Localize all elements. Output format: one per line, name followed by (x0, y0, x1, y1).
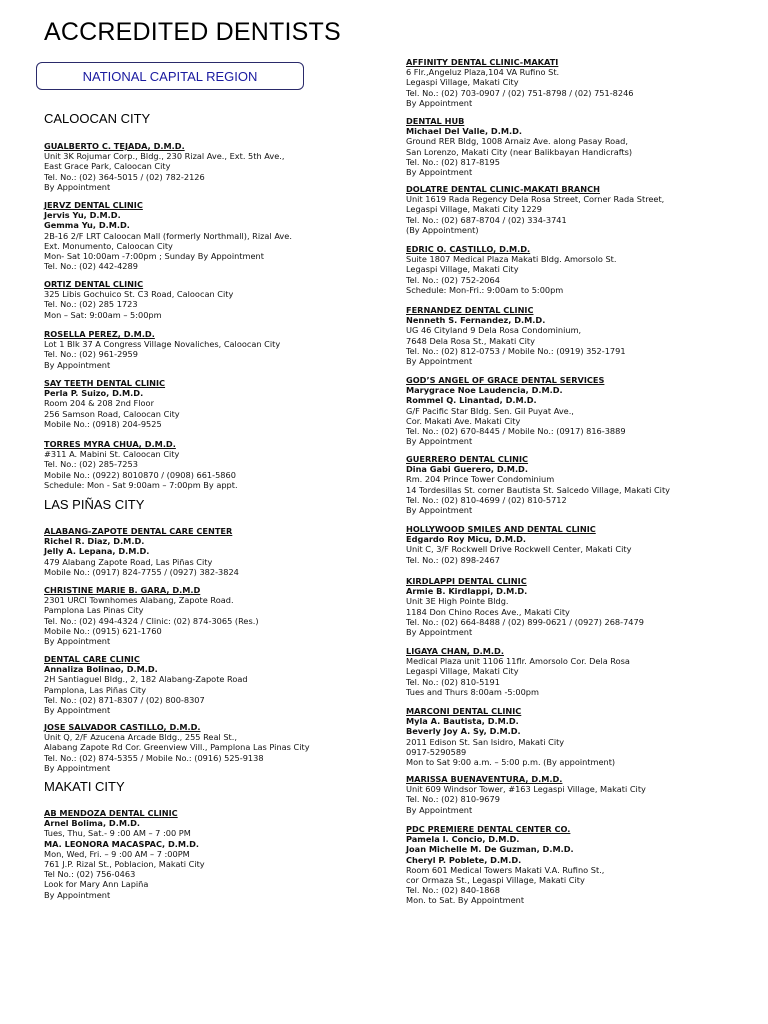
entry-name: FERNANDEZ DENTAL CLINIC (406, 305, 534, 315)
entry-alabang-zapote (44, 526, 374, 577)
entry-doctor: Jervis Yu, D.M.D. (44, 210, 121, 221)
entry-detail: By Appointment (406, 436, 473, 447)
entry-detail: Mobile No.: (0922) 8010870 / (0908) 661-5860 (44, 469, 236, 480)
entry-name: KIRDLAPPI DENTAL CLINIC (406, 576, 527, 586)
entry-detail: Mon – Sat: 9:00am – 5:00pm (44, 309, 162, 320)
entry-doctor: Rommel Q. Linantad, D.M.D. (406, 395, 537, 406)
entry-doctor: Dina Gabi Guerero, D.M.D. (406, 464, 528, 475)
entry-dental-care (44, 654, 374, 715)
entry-say-teeth (44, 378, 374, 429)
entry-detail: By Appointment (406, 804, 473, 815)
entry-marconi (406, 706, 756, 767)
entry-detail: Unit Q, 2/F Azucena Arcade Bldg., 255 Real St., (44, 732, 237, 743)
entry-doctor: Edgardo Roy Micu, D.M.D. (406, 534, 526, 545)
entry-detail: Alabang Zapote Rd Cor. Greenview Vill., Pamplona Las Pinas City (44, 742, 310, 753)
entry-detail: By Appointment (44, 762, 111, 773)
entry-detail: Tel. No.: (02) 752-2064 (406, 274, 500, 285)
entry-detail: 479 Alabang Zapote Road, Las Piñas City (44, 556, 213, 567)
entry-detail: Tues and Thurs 8:00am -5:00pm (406, 686, 539, 697)
entry-name: ROSELLA PEREZ, D.M.D. (44, 329, 155, 339)
entry-detail: By Appointment (406, 505, 473, 516)
entry-detail: Mon, Wed, Fri. – 9 :00 AM – 7 :00PM (44, 848, 190, 859)
entry-name: JERVZ DENTAL CLINIC (44, 200, 143, 210)
entry-pdc-premiere (406, 824, 756, 906)
entry-dental-hub (406, 116, 756, 177)
entry-doctor: Nenneth S. Fernandez, D.M.D. (406, 315, 546, 326)
entry-detail: 6 Flr.,Angeluz Plaza,104 VA Rufino St. (406, 67, 560, 78)
entry-doctor: Beverly Joy A. Sy, D.M.D. (406, 726, 521, 737)
entry-detail: Ground RER Bldg, 1008 Arnaiz Ave. along Pasay Road, (406, 136, 628, 147)
entry-doctor: Pamela I. Concio, D.M.D. (406, 834, 520, 845)
entry-detail: Tel. No.: (02) 442-4289 (44, 261, 138, 272)
entry-detail: Room 601 Medical Towers Makati V.A. Rufino St., (406, 864, 605, 875)
city-heading-las-pinas: LAS PIÑAS CITY (44, 497, 145, 512)
entry-detail: 2011 Edison St. San Isidro, Makati City (406, 736, 565, 747)
entry-ab-mendoza (44, 808, 374, 900)
entry-detail: Mon to Sat 9:00 a.m. – 5:00 p.m. (By appointment) (406, 757, 616, 768)
entry-name: AB MENDOZA DENTAL CLINIC (44, 808, 178, 818)
entry-detail: (By Appointment) (406, 224, 479, 235)
entry-doctor: Cheryl P. Poblete, D.M.D. (406, 854, 522, 865)
entry-detail: Tel. No.: (02) 961-2959 (44, 349, 138, 360)
entry-detail: Tel. No.: (02) 810-5191 (406, 676, 500, 687)
entry-doctor: Richel R. Diaz, D.M.D. (44, 536, 145, 547)
entry-detail: By Appointment (406, 356, 473, 367)
entry-doctor: Perla P. Suizo, D.M.D. (44, 388, 144, 399)
entry-detail: Tel. No.: (02) 494-4324 / Clinic: (02) 874-3065 (Res.) (44, 615, 259, 626)
entry-detail: Legaspi Village, Makati City 1229 (406, 204, 542, 215)
entry-kirdlappi (406, 576, 756, 637)
entry-ligaya-chan (406, 646, 756, 697)
entry-detail: Look for Mary Ann Lapiña (44, 879, 149, 890)
entry-detail: By Appointment (406, 97, 473, 108)
entry-name: TORRES MYRA CHUA, D.M.D. (44, 439, 176, 449)
entry-detail: Mobile No.: (0917) 824-7755 / (0927) 382-3824 (44, 566, 239, 577)
entry-detail: By Appointment (44, 636, 111, 647)
entry-detail: Tues, Thu, Sat.- 9 :00 AM – 7 :00 PM (44, 828, 191, 839)
entry-detail: Pamplona Las Pinas City (44, 605, 144, 616)
entry-name: GOD’S ANGEL OF GRACE DENTAL SERVICES (406, 375, 605, 385)
entry-detail: Unit C, 3/F Rockwell Drive Rockwell Center, Makati City (406, 544, 632, 555)
entry-detail: G/F Pacific Star Bldg. Sen. Gil Puyat Ave., (406, 405, 574, 416)
entry-detail: 14 Tordesillas St. corner Bautista St. Salcedo Village, Makati City (406, 484, 670, 495)
page-title: ACCREDITED DENTISTS (44, 18, 341, 46)
entry-detail: Tel. No.: (02) 840-1868 (406, 885, 500, 896)
entry-detail: By Appointment (44, 181, 111, 192)
entry-doctor: Myla A. Bautista, D.M.D. (406, 716, 519, 727)
entry-name: LIGAYA CHAN, D.M.D. (406, 646, 504, 656)
entry-detail: 2301 URCI Townhomes Alabang, Zapote Road. (44, 595, 234, 606)
entry-detail: East Grace Park, Caloocan City (44, 161, 171, 172)
entry-castillo-jose (44, 722, 374, 773)
entry-name: DENTAL HUB (406, 116, 465, 126)
entry-detail: Lot 1 Blk 37 A Congress Village Novaliches, Caloocan City (44, 339, 281, 350)
entry-doctor: Armie B. Kirdlappi, D.M.D. (406, 586, 528, 597)
entry-detail: Medical Plaza unit 1106 11flr. Amorsolo Cor. Dela Rosa (406, 656, 630, 667)
entry-name: HOLLYWOOD SMILES AND DENTAL CLINIC (406, 524, 596, 534)
entry-name: MARCONI DENTAL CLINIC (406, 706, 522, 716)
entry-affinity (406, 57, 756, 108)
entry-detail: Legaspi Village, Makati City (406, 264, 519, 275)
entry-ortiz (44, 279, 374, 320)
entry-tejada (44, 141, 374, 192)
entry-detail: Pamplona, Las Piñas City (44, 684, 147, 695)
entry-name: GUERRERO DENTAL CLINIC (406, 454, 529, 464)
entry-detail: Tel. No.: (02) 871-8307 / (02) 800-8307 (44, 694, 205, 705)
entry-perez (44, 329, 374, 370)
entry-detail: Unit 3K Rojumar Corp., Bldg., 230 Rizal Ave., Ext. 5th Ave., (44, 151, 285, 162)
entry-detail: By Appointment (44, 889, 111, 900)
entry-doctor: Annaliza Bolinao, D.M.D. (44, 664, 158, 675)
entry-detail: Mon- Sat 10:00am -7:00pm ; Sunday By Appointment (44, 251, 264, 262)
entry-detail: 7648 Dela Rosa St., Makati City (406, 335, 535, 346)
entry-doctor: MA. LEONORA MACASPAC, D.M.D. (44, 838, 200, 849)
entry-detail: By Appointment (44, 359, 111, 370)
entry-name: DOLATRE DENTAL CLINIC-MAKATI BRANCH (406, 184, 600, 194)
city-heading-caloocan: CALOOCAN CITY (44, 111, 151, 126)
entry-detail: Mobile No.: (0915) 621-1760 (44, 625, 162, 636)
entry-detail: Tel. No.: (02) 285-7253 (44, 459, 138, 470)
entry-name: JOSE SALVADOR CASTILLO, D.M.D. (44, 722, 201, 732)
entry-detail: Tel. No.: (02) 810-4699 / (02) 810-5712 (406, 494, 567, 505)
entry-detail: #311 A. Mabini St. Caloocan City (44, 449, 180, 460)
entry-detail: 761 J.P. Rizal St., Poblacion, Makati City (44, 859, 205, 870)
entry-detail: 2H Santiaguel Bldg., 2, 182 Alabang-Zapote Road (44, 674, 248, 685)
entry-torres (44, 439, 374, 490)
entry-detail: Tel. No.: (02) 703-0907 / (02) 751-8798 / (02) 751-8246 (406, 87, 634, 98)
entry-name: ORTIZ DENTAL CLINIC (44, 279, 144, 289)
entry-detail: Tel. No.: (02) 285 1723 (44, 299, 138, 310)
entry-detail: Tel. No.: (02) 670-8445 / Mobile No.: (0917) 816-3889 (406, 426, 626, 437)
entry-detail: 325 Libis Gochuico St. C3 Road, Caloocan City (44, 289, 234, 300)
entry-dolatre (406, 184, 756, 235)
entry-detail: Unit 609 Windsor Tower, #163 Legaspi Village, Makati City (406, 784, 646, 795)
entry-detail: 0917-5290589 (406, 746, 467, 757)
entry-detail: Ext. Monumento, Caloocan City (44, 240, 173, 251)
entry-detail: Tel. No.: (02) 810-9679 (406, 794, 500, 805)
entry-jervz (44, 200, 374, 271)
entry-doctor: Joan Michelle M. De Guzman, D.M.D. (406, 844, 574, 855)
entry-detail: Tel. No.: (02) 364-5015 / (02) 782-2126 (44, 171, 205, 182)
entry-detail: cor Ormaza St., Legaspi Village, Makati City (406, 875, 585, 886)
entry-name: EDRIC O. CASTILLO, D.M.D. (406, 244, 531, 254)
entry-name: MARISSA BUENAVENTURA, D.M.D. (406, 774, 563, 784)
entry-detail: Legaspi Village, Makati City (406, 77, 519, 88)
entry-detail: Tel. No.: (02) 898-2467 (406, 554, 500, 565)
entry-detail: Tel. No.: (02) 664-8488 / (02) 899-0621 / (0927) 268-7479 (406, 616, 644, 627)
entry-edric-castillo (406, 244, 756, 295)
entry-detail: Unit 3E High Pointe Bldg. (406, 596, 509, 607)
entry-detail: Tel. No.: (02) 817-8195 (406, 156, 500, 167)
entry-detail: By Appointment (406, 167, 473, 178)
city-heading-makati: MAKATI CITY (44, 779, 125, 794)
entry-detail: 2B-16 2/F LRT Caloocan Mall (formerly Northmall), Rizal Ave. (44, 230, 292, 241)
entry-doctor: Jelly A. Lepana, D.M.D. (44, 546, 150, 557)
entry-detail: 1184 Don Chino Roces Ave., Makati City (406, 606, 570, 617)
entry-detail: Legaspi Village, Makati City (406, 666, 519, 677)
entry-detail: Schedule: Mon - Sat 9:00am – 7:00pm By appt. (44, 479, 238, 490)
entry-gods-angel (406, 375, 756, 446)
entry-detail: Unit 1619 Rada Regency Dela Rosa Street, Corner Rada Street, (406, 194, 665, 205)
entry-hollywood-smiles (406, 524, 756, 565)
entry-detail: Room 204 & 208 2nd Floor (44, 398, 154, 409)
entry-detail: Mobile No.: (0918) 204-9525 (44, 418, 162, 429)
entry-detail: Tel No.: (02) 756-0463 (44, 869, 136, 880)
entry-detail: Cor. Makati Ave. Makati City (406, 415, 521, 426)
entry-name: ALABANG-ZAPOTE DENTAL CARE CENTER (44, 526, 233, 536)
entry-doctor: Arnel Bolima, D.M.D. (44, 818, 140, 829)
entry-name: GUALBERTO C. TEJADA, D.M.D. (44, 141, 185, 151)
entry-name: SAY TEETH DENTAL CLINIC (44, 378, 166, 388)
entry-detail: San Lorenzo, Makati City (near Balikbayan Handicrafts) (406, 146, 633, 157)
entry-name: AFFINITY DENTAL CLINIC-MAKATI (406, 57, 559, 67)
entry-doctor: Michael Del Valle, D.M.D. (406, 126, 522, 137)
entry-detail: 256 Samson Road, Caloocan City (44, 408, 180, 419)
entry-doctor: Marygrace Noe Laudencia, D.M.D. (406, 385, 563, 396)
entry-name: PDC PREMIERE DENTAL CENTER CO. (406, 824, 571, 834)
entry-detail: Suite 1807 Medical Plaza Makati Bldg. Amorsolo St. (406, 254, 617, 265)
entry-detail: Rm. 204 Prince Tower Condominium (406, 474, 555, 485)
entry-guerrero (406, 454, 756, 515)
entry-detail: By Appointment (44, 705, 111, 716)
entry-gara (44, 585, 374, 646)
entry-doctor: Gemma Yu, D.M.D. (44, 220, 130, 231)
entry-detail: UG 46 Cityland 9 Dela Rosa Condominium, (406, 325, 582, 336)
entry-detail: By Appointment (406, 627, 473, 638)
entry-fernandez (406, 305, 756, 366)
entry-detail: Tel. No.: (02) 874-5355 / Mobile No.: (0916) 525-9138 (44, 752, 264, 763)
entry-buenaventura (406, 774, 756, 815)
entry-detail: Tel. No.: (02) 812-0753 / Mobile No.: (0919) 352-1791 (406, 345, 626, 356)
entry-detail: Schedule: Mon-Fri.: 9:00am to 5:00pm (406, 284, 564, 295)
entry-detail: Mon. to Sat. By Appointment (406, 895, 525, 906)
entry-name: DENTAL CARE CLINIC (44, 654, 140, 664)
region-label: NATIONAL CAPITAL REGION (36, 62, 304, 90)
entry-detail: Tel. No.: (02) 687-8704 / (02) 334-3741 (406, 214, 567, 225)
entry-name: CHRISTINE MARIE B. GARA, D.M.D (44, 585, 201, 595)
